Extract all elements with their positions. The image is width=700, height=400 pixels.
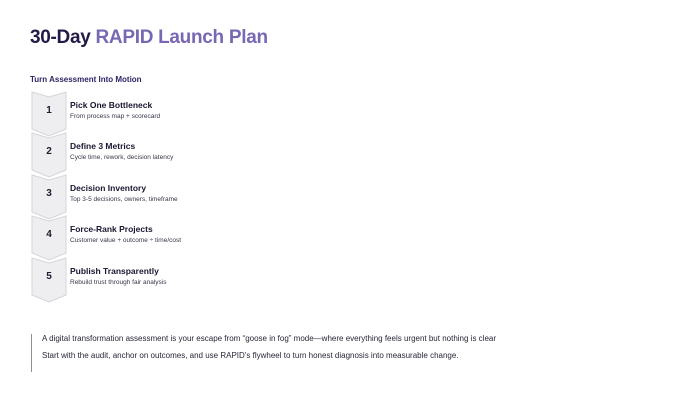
step-description: From process map + scorecard	[70, 113, 161, 120]
step-title: Pick One Bottleneck	[70, 100, 153, 110]
step-description: Cycle time, rework, decision latency	[70, 154, 174, 161]
summary-line-2: Start with the audit, anchor on outcomes, and use RAPID’s flywheel to turn honest diagnosis into measurable change.	[42, 351, 459, 360]
step-description: Customer value + outcome ÷ time/cost	[70, 237, 182, 244]
step-number: 1	[46, 105, 52, 116]
step-title: Define 3 Metrics	[70, 141, 136, 151]
step-1	[31, 91, 331, 135]
step-5	[31, 257, 331, 301]
step-title: Publish Transparently	[70, 266, 159, 276]
step-number: 2	[46, 146, 52, 157]
step-number: 3	[46, 188, 52, 199]
step-2	[31, 132, 331, 176]
step-description: Top 3-5 decisions, owners, timeframe	[70, 196, 178, 203]
page-title	[30, 27, 268, 49]
title-prefix: 30-Day	[30, 27, 91, 48]
step-3	[31, 174, 331, 218]
step-title: Force-Rank Projects	[70, 224, 153, 234]
title-accent: RAPID Launch Plan	[95, 27, 268, 48]
step-description: Rebuild trust through fair analysis	[70, 279, 167, 286]
summary-line-1: A digital transformation assessment is your escape from “goose in fog” mode—where everything feels urgent but nothing is clear	[42, 334, 497, 343]
step-number: 4	[46, 229, 52, 240]
summary-callout	[31, 334, 496, 372]
section-subtitle: Turn Assessment Into Motion	[30, 75, 142, 84]
step-4	[31, 215, 331, 259]
step-number: 5	[46, 271, 52, 282]
step-title: Decision Inventory	[70, 183, 147, 193]
